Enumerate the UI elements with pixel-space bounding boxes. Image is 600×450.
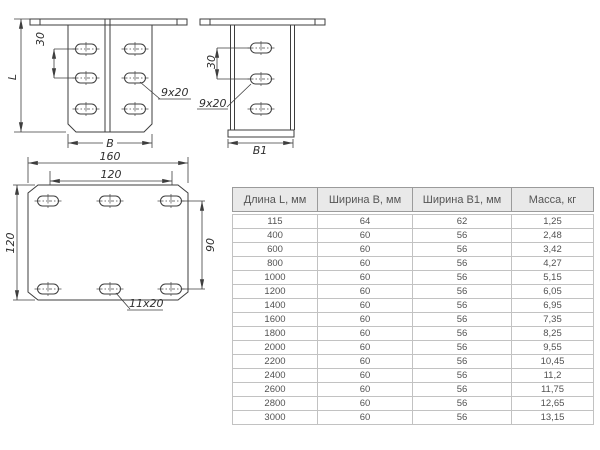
table-row <box>233 229 594 243</box>
table-cell: 56 <box>413 229 512 243</box>
table-cell: 60 <box>318 229 413 243</box>
table-cell: 60 <box>318 313 413 327</box>
column-header-length: Длина L, мм <box>233 188 318 212</box>
side-base <box>228 130 294 137</box>
table-cell: 60 <box>318 383 413 397</box>
table-cell: 1000 <box>233 271 318 285</box>
table-row <box>233 313 594 327</box>
table-cell: 56 <box>413 313 512 327</box>
table-row <box>233 257 594 271</box>
table-row <box>233 355 594 369</box>
dim-label-width: B <box>106 137 114 150</box>
table-cell: 56 <box>413 285 512 299</box>
plan-view <box>4 150 217 310</box>
table-row <box>233 271 594 285</box>
table-cell: 800 <box>233 257 318 271</box>
table-cell: 5,15 <box>512 271 594 285</box>
table-row <box>233 299 594 313</box>
table-cell: 60 <box>318 257 413 271</box>
column-header-mass: Масса, кг <box>512 188 594 212</box>
slot-size-label: 9x20 <box>161 86 189 99</box>
table-cell: 13,15 <box>512 411 594 425</box>
table-body <box>233 215 594 425</box>
table-cell: 60 <box>318 355 413 369</box>
table-cell: 56 <box>413 369 512 383</box>
front-view <box>6 19 191 150</box>
table-cell: 1400 <box>233 299 318 313</box>
dim-label-overall-width: 160 <box>99 150 121 163</box>
table-cell: 9,55 <box>512 341 594 355</box>
table-cell: 1600 <box>233 313 318 327</box>
spec-table-header <box>232 187 594 212</box>
dim-label-length: L <box>6 73 19 81</box>
table-row <box>233 215 594 229</box>
table-cell: 60 <box>318 369 413 383</box>
table-cell: 2600 <box>233 383 318 397</box>
slot <box>248 41 275 55</box>
table-cell: 60 <box>318 411 413 425</box>
table-cell: 56 <box>413 327 512 341</box>
slot <box>248 72 275 86</box>
dim-label-spacing: 30 <box>34 32 47 46</box>
table-cell: 600 <box>233 243 318 257</box>
table-cell: 64 <box>318 215 413 229</box>
table-cell: 56 <box>413 257 512 271</box>
front-flange <box>30 19 187 25</box>
table-row <box>233 341 594 355</box>
table-cell: 400 <box>233 229 318 243</box>
column-header-width-b1: Ширина B1, мм <box>413 188 512 212</box>
column-header-width-b: Ширина B, мм <box>318 188 413 212</box>
table-cell: 56 <box>413 243 512 257</box>
slot <box>248 102 275 116</box>
dim-label-width: B1 <box>252 144 268 157</box>
table-cell: 2000 <box>233 341 318 355</box>
table-cell: 7,35 <box>512 313 594 327</box>
table-cell: 56 <box>413 411 512 425</box>
table-cell: 60 <box>318 397 413 411</box>
table-cell: 56 <box>413 271 512 285</box>
spec-table <box>232 187 593 425</box>
table-cell: 3,42 <box>512 243 594 257</box>
slot-size-label: 11x20 <box>129 297 164 310</box>
table-row <box>233 383 594 397</box>
side-view <box>197 19 325 157</box>
table-cell: 56 <box>413 355 512 369</box>
table-cell: 60 <box>318 341 413 355</box>
table-row <box>233 285 594 299</box>
table-row <box>233 369 594 383</box>
side-flange <box>200 19 325 25</box>
table-cell: 60 <box>318 243 413 257</box>
table-cell: 62 <box>413 215 512 229</box>
table-cell: 3000 <box>233 411 318 425</box>
table-cell: 4,27 <box>512 257 594 271</box>
table-cell: 11,2 <box>512 369 594 383</box>
dim-label-slot-spacing-x: 120 <box>100 168 122 181</box>
table-row <box>233 411 594 425</box>
table-cell: 115 <box>233 215 318 229</box>
table-cell: 12,65 <box>512 397 594 411</box>
table-cell: 56 <box>413 397 512 411</box>
table-cell: 56 <box>413 341 512 355</box>
table-cell: 56 <box>413 299 512 313</box>
table-cell: 11,75 <box>512 383 594 397</box>
table-cell: 8,25 <box>512 327 594 341</box>
table-cell: 1800 <box>233 327 318 341</box>
table-cell: 56 <box>413 383 512 397</box>
dim-label-spacing: 30 <box>205 55 218 69</box>
table-cell: 6,95 <box>512 299 594 313</box>
table-row <box>233 327 594 341</box>
table-cell: 2,48 <box>512 229 594 243</box>
table-cell: 10,45 <box>512 355 594 369</box>
table-cell: 60 <box>318 285 413 299</box>
table-row <box>233 243 594 257</box>
table-cell: 2800 <box>233 397 318 411</box>
dim-label-overall-depth: 120 <box>4 232 17 254</box>
spec-table-body-table <box>232 214 594 425</box>
table-cell: 60 <box>318 327 413 341</box>
table-cell: 60 <box>318 271 413 285</box>
table-cell: 1,25 <box>512 215 594 229</box>
table-cell: 6,05 <box>512 285 594 299</box>
dim-label-slot-spacing-y: 90 <box>204 238 217 252</box>
table-cell: 60 <box>318 299 413 313</box>
table-row <box>233 397 594 411</box>
table-cell: 2400 <box>233 369 318 383</box>
table-cell: 2200 <box>233 355 318 369</box>
table-cell: 1200 <box>233 285 318 299</box>
slot-size-label: 9x20 <box>199 97 227 110</box>
